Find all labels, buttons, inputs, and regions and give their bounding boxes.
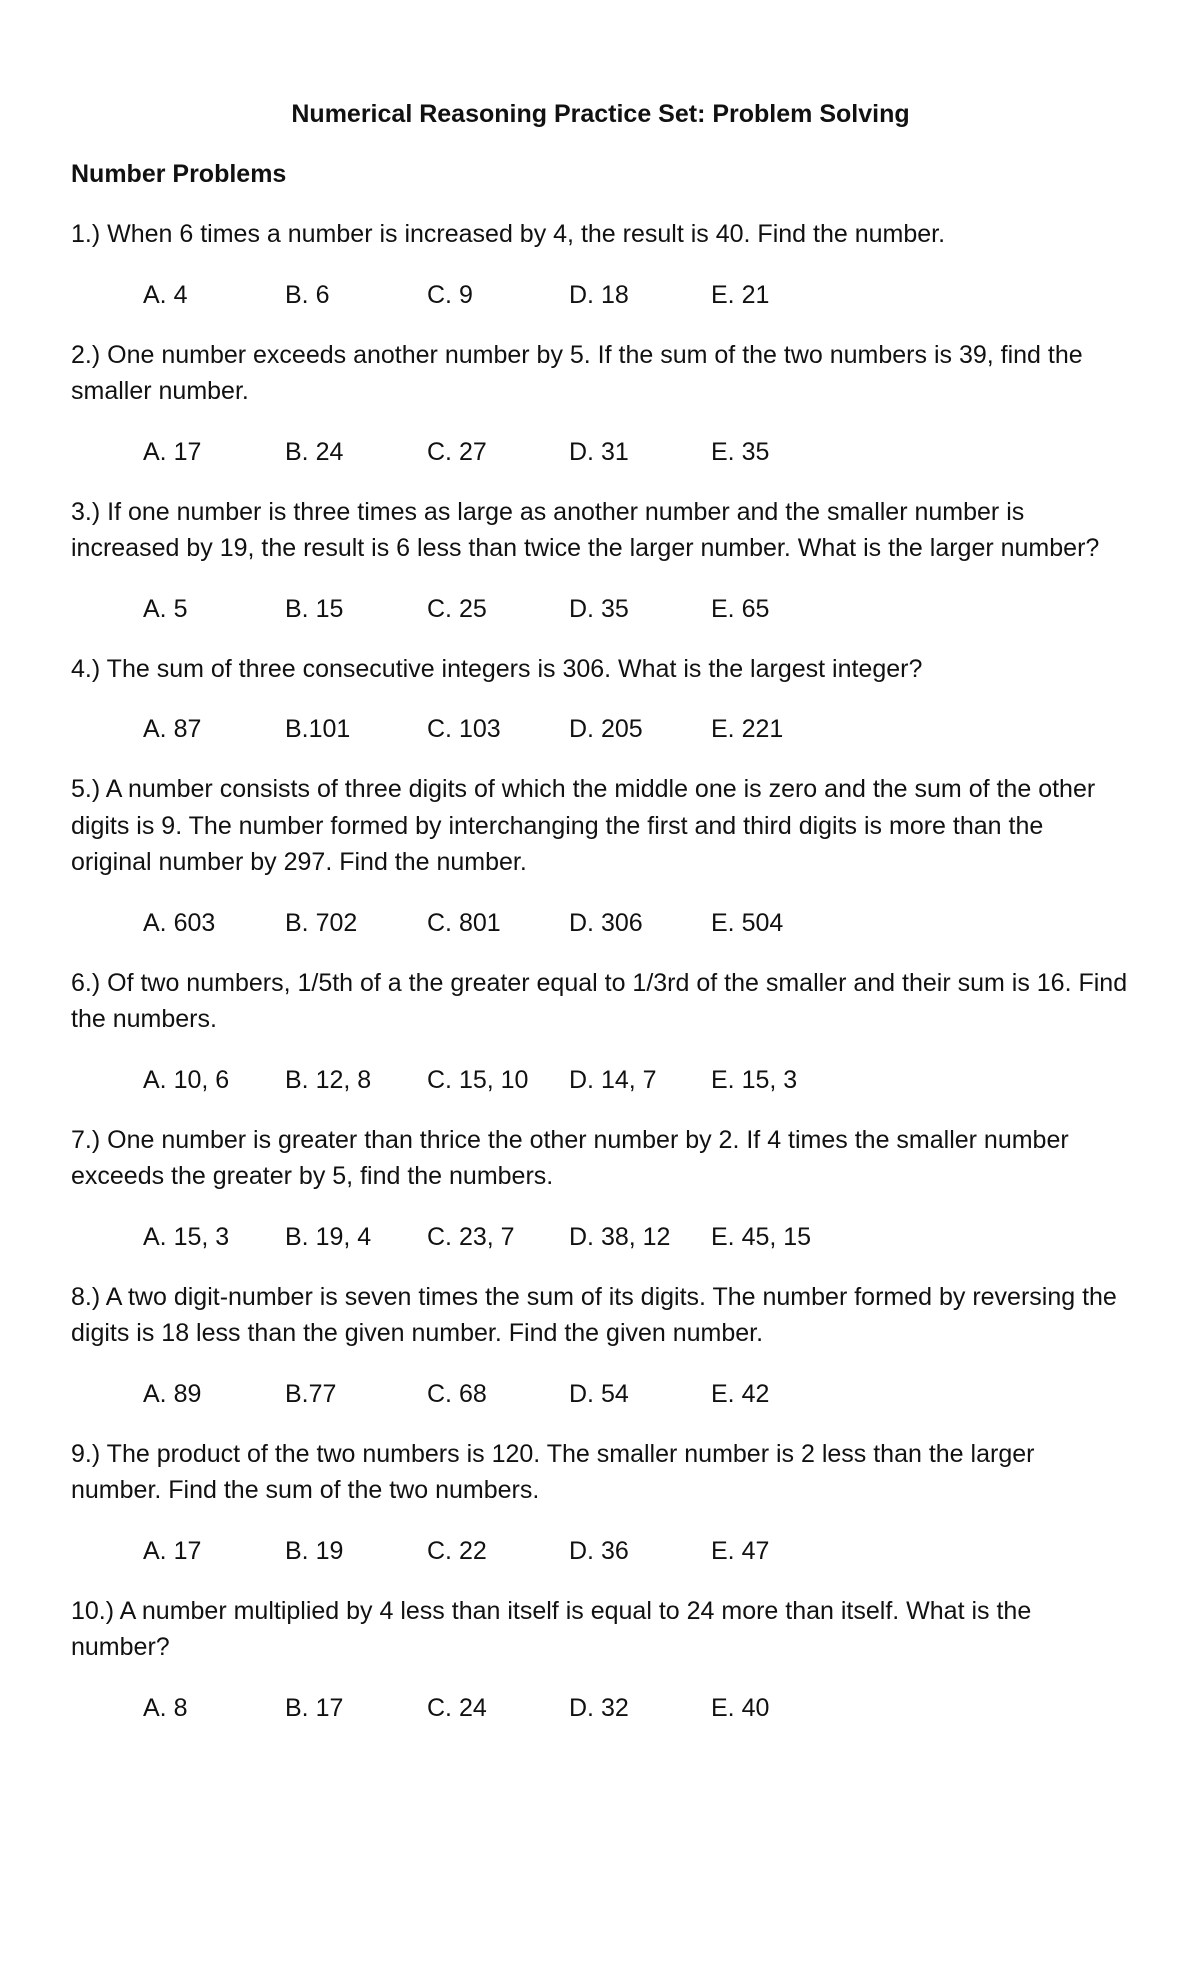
- question-5: 5.) A number consists of three digits of which the middle one is zero and the sum of the other digits is 9. The number formed by interchanging the first and third digits is more than the original number by 297. Find the number.: [71, 775, 1096, 876]
- option-d: D. 18: [569, 280, 629, 309]
- option-e: E. 221: [711, 715, 784, 743]
- answer-options-10: [71, 1690, 1130, 1726]
- option-a: A. 603: [143, 908, 216, 937]
- option-c: C. 103: [427, 715, 501, 743]
- option-e: E. 504: [711, 908, 784, 937]
- option-a: A. 17: [143, 1536, 202, 1565]
- option-c: C. 24: [427, 1693, 487, 1722]
- question-8: 8.) A two digit-number is seven times the sum of its digits. The number formed by reversing the digits is 18 less than the given number. Find the given number.: [71, 1282, 1117, 1347]
- question-9: 9.) The product of the two numbers is 120. The smaller number is 2 less than the larger number. Find the sum of the two numbers.: [71, 1439, 1035, 1504]
- option-c: C. 15, 10: [427, 1065, 529, 1094]
- question-3: 3.) If one number is three times as large as another number and the smaller number is increased by 19, the result is 6 less than twice the larger number. What is the larger number?: [71, 497, 1100, 562]
- option-b: B. 6: [285, 280, 330, 309]
- option-d: D. 32: [569, 1693, 629, 1722]
- option-c: C. 27: [427, 437, 487, 466]
- option-b: B.101: [285, 715, 351, 743]
- option-e: E. 65: [711, 594, 770, 623]
- question-1: 1.) When 6 times a number is increased by 4, the result is 40. Find the number.: [71, 220, 946, 248]
- answer-options-6: [71, 1062, 1130, 1098]
- option-b: B. 15: [285, 594, 344, 623]
- option-e: E. 47: [711, 1536, 770, 1565]
- option-d: D. 306: [569, 908, 643, 937]
- option-b: B. 19: [285, 1536, 344, 1565]
- option-e: E. 40: [711, 1693, 770, 1722]
- question-list: [71, 216, 1130, 1726]
- option-d: D. 205: [569, 715, 643, 743]
- answer-options-8: [71, 1376, 1130, 1412]
- option-b: B. 24: [285, 437, 344, 466]
- section-heading: Number Problems: [71, 160, 287, 188]
- question-6: 6.) Of two numbers, 1/5th of a the greater equal to 1/3rd of the smaller and their sum is 16. Find the numbers.: [71, 968, 1128, 1033]
- option-b: B. 702: [285, 908, 358, 937]
- answer-options-5: [71, 905, 1130, 941]
- option-a: A. 87: [143, 715, 202, 743]
- answer-options-3: [71, 591, 1130, 627]
- option-a: A. 15, 3: [143, 1222, 230, 1251]
- option-c: C. 68: [427, 1379, 487, 1408]
- option-e: E. 45, 15: [711, 1222, 812, 1251]
- answer-options-4: [71, 711, 1130, 747]
- answer-options-2: [71, 434, 1130, 470]
- option-e: E. 42: [711, 1379, 770, 1408]
- option-d: D. 14, 7: [569, 1065, 657, 1094]
- question-7: 7.) One number is greater than thrice the other number by 2. If 4 times the smaller number exceeds the greater by 5, find the numbers.: [71, 1125, 1069, 1190]
- question-10: 10.) A number multiplied by 4 less than itself is equal to 24 more than itself. What is the number?: [71, 1596, 1032, 1661]
- option-e: E. 15, 3: [711, 1065, 798, 1094]
- option-d: D. 54: [569, 1379, 629, 1408]
- answer-options-9: [71, 1533, 1130, 1569]
- option-c: C. 801: [427, 908, 501, 937]
- option-d: D. 38, 12: [569, 1222, 671, 1251]
- option-a: A. 5: [143, 594, 188, 623]
- question-4: 4.) The sum of three consecutive integers is 306. What is the largest integer?: [71, 654, 923, 683]
- option-c: C. 25: [427, 594, 487, 623]
- option-a: A. 17: [143, 437, 202, 466]
- option-c: C. 9: [427, 280, 473, 309]
- option-a: A. 4: [143, 280, 188, 309]
- option-b: B. 12, 8: [285, 1065, 372, 1094]
- option-c: C. 22: [427, 1536, 487, 1565]
- option-b: B. 17: [285, 1693, 344, 1722]
- option-d: D. 35: [569, 594, 629, 623]
- document-title: Numerical Reasoning Practice Set: Problem Solving: [291, 100, 910, 128]
- option-a: A. 89: [143, 1379, 202, 1408]
- option-d: D. 31: [569, 437, 629, 466]
- answer-options-1: [71, 277, 1130, 313]
- option-c: C. 23, 7: [427, 1222, 515, 1251]
- option-e: E. 21: [711, 280, 770, 309]
- option-b: B.77: [285, 1379, 337, 1408]
- option-a: A. 8: [143, 1693, 188, 1722]
- option-d: D. 36: [569, 1536, 629, 1565]
- question-2: 2.) One number exceeds another number by 5. If the sum of the two numbers is 39, find the smaller number.: [71, 340, 1083, 405]
- option-b: B. 19, 4: [285, 1222, 372, 1251]
- answer-options-7: [71, 1219, 1130, 1255]
- option-e: E. 35: [711, 437, 770, 466]
- option-a: A. 10, 6: [143, 1065, 230, 1094]
